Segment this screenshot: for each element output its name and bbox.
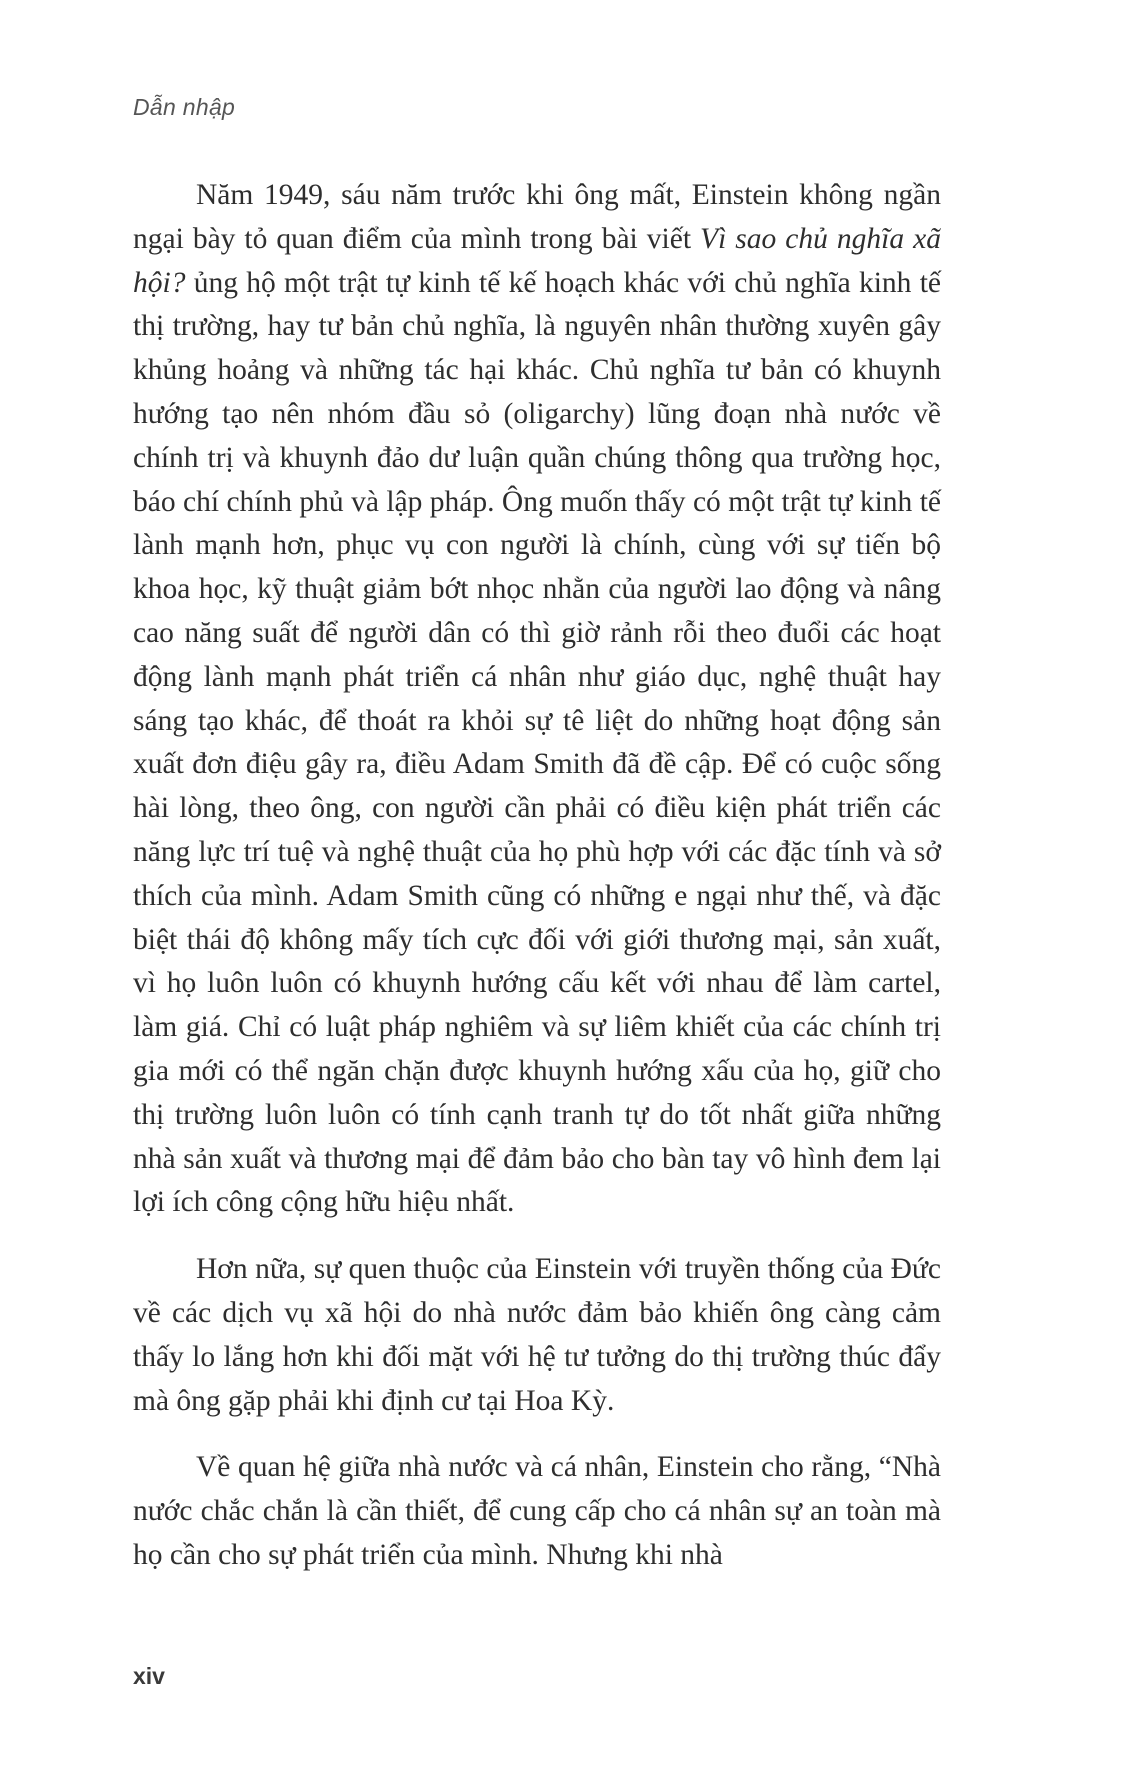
paragraph-3: Về quan hệ giữa nhà nước và cá nhân, Einstein cho rằng, “Nhà nước chắc chắn là cần thiết, để cung cấp cho cá nhân sự an toàn mà họ cần cho sự phát triển của mình. Nhưng khi nhà <box>133 1451 941 1571</box>
body-text <box>133 174 941 1578</box>
article-title: Vì sao chủ nghĩa xã hội? <box>133 222 941 299</box>
paragraph-2: Hơn nữa, sự quen thuộc của Einstein với truyền thống của Đức về các dịch vụ xã hội do nhà nước đảm bảo khiến ông càng cảm thấy lo lắng hơn khi đối mặt với hệ tư tưởng do thị trường thúc đẩy mà ông gặp phải khi định cư tại Hoa Kỳ. <box>133 1253 941 1417</box>
paragraph-1 <box>133 174 941 1225</box>
running-head: Dẫn nhập <box>133 94 236 120</box>
paragraph-1-text-end: ủng hộ một trật tự kinh tế kế hoạch khác với chủ nghĩa kinh tế thị trường, hay tư bản chủ nghĩa, là nguyên nhân thường xuyên gây khủng hoảng và những tác hại khác. Chủ nghĩa tư bản có khuynh hướng tạo nên nhóm đầu sỏ (oligarchy) lũng đoạn nhà nước về chính trị và khuynh đảo dư luận quần chúng thông qua trường học, báo chí chính phủ và lập pháp. Ông muốn thấy có một trật tự kinh tế lành mạnh hơn, phục vụ con người là chính, cùng với sự tiến bộ khoa học, kỹ thuật giảm bớt nhọc nhằn của người lao động và nâng cao năng suất để người dân có thì giờ rảnh rỗi theo đuổi các hoạt động lành mạnh phát triển cá nhân như giáo dục, nghệ thuật hay sáng tạo khác, để thoát ra khỏi sự tê liệt do những hoạt động sản xuất đơn điệu gây ra, điều Adam Smith đã đề cập. Để có cuộc sống hài lòng, theo ông, con người cần phải có điều kiện phát triển các năng lực trí tuệ và nghệ thuật của họ phù hợp với các đặc tính và sở thích của mình. Adam Smith cũng có những e ngại như thế, và đặc biệt thái độ không mấy tích cực đối với giới thương mại, sản xuất, vì họ luôn luôn có khuynh hướng cấu kết với nhau để làm cartel, làm giá. Chỉ có luật pháp nghiêm và sự liêm khiết của các chính trị gia mới có thể ngăn chặn được khuynh hướng xấu của họ, giữ cho thị trường luôn luôn có tính cạnh tranh tự do tốt nhất giữa những nhà sản xuất và thương mại để đảm bảo cho bàn tay vô hình đem lại lợi ích công cộng hữu hiệu nhất. <box>133 266 941 1219</box>
paragraph-1-text-start: Năm 1949, sáu năm trước khi ông mất, Einstein không ngần ngại bày tỏ quan điểm của mình trong bài viết <box>133 179 941 255</box>
page-number: xiv <box>133 1663 165 1689</box>
